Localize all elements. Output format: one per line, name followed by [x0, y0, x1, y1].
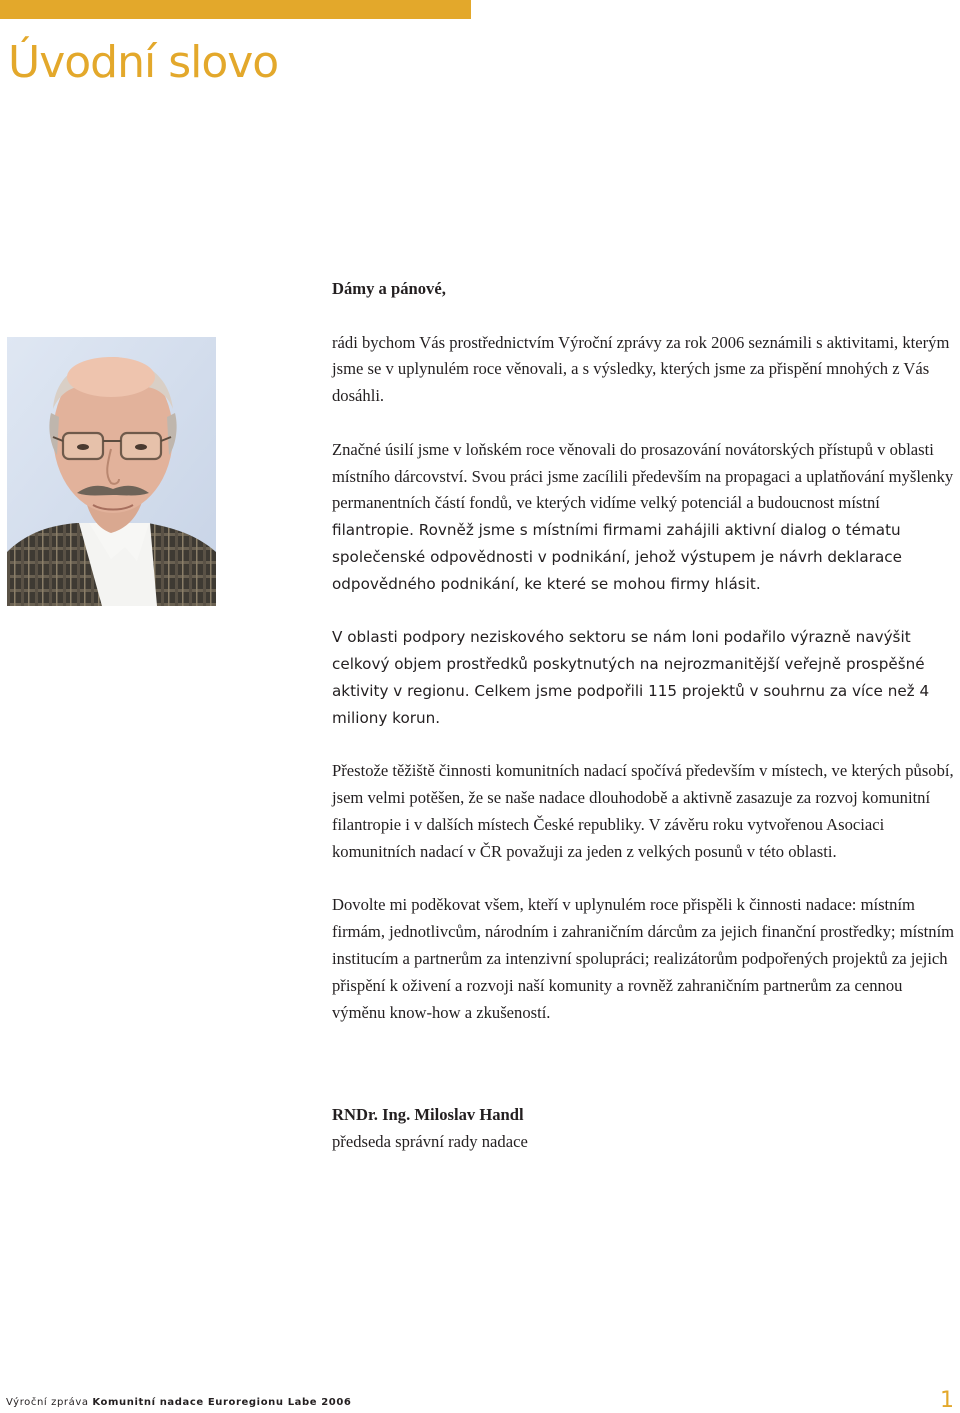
paragraph-donorship-serif: Značné úsilí jsme v loňském roce věnovali do prosazování novátorských přístupů v oblasti místního dárcovství. Svou práci jsme zacílili především na propagaci a uplatňování myšlenky permanentních částí fondů, ve kterých vidíme velký potenciál a budoucnost místní [332, 439, 954, 513]
paragraph-thanks: Dovolte mi poděkovat všem, kteří v uplynulém roce přispěli k činnosti nadace: místním firmám, jednotlivcům, národním i zahraničním dárcům za jejich finanční prostředky; místním institucím a partnerům za intenzivní spolupráci; realizátorům podpořených projektů za jejich přispění k oživení a rozvoji naší komunity a rovněž zahraničním partnerům za cennou výměnu know-how a zkušeností. [332, 895, 955, 1022]
letter-body [332, 276, 956, 1053]
signature-block [332, 1102, 528, 1156]
header-accent-bar [0, 0, 471, 19]
paragraph-philanthropy: Přestože těžiště činnosti komunitních nadací spočívá především v místech, ve kterých působí, jsem velmi potěšen, že se naše nadace dlouhodobě a aktivně zasazuje za rozvoj komunitní filantropie i v dalších místech České republiky. V závěru roku vytvořenou Asociaci komunitních nadací v ČR považuji za jeden z velkých posunů v této oblasti. [332, 761, 954, 861]
portrait-photo [7, 337, 216, 606]
salutation: Dámy a pánové, [332, 279, 446, 298]
footer-organization: Komunitní nadace Euroregionu Labe 2006 [92, 1397, 352, 1408]
page-number: 1 [940, 1388, 954, 1413]
footer [6, 1397, 351, 1408]
signature-role: předseda správní rady nadace [332, 1131, 528, 1151]
paragraph-donorship-sans: filantropie. Rovněž jsme s místními firmami zahájili aktivní dialog o tématu společenské odpovědnosti v podnikání, jehož výstupem je návrh deklarace odpovědného podnikání, ke které se mohou firmy hlásit. [332, 521, 902, 593]
paragraph-intro: rádi bychom Vás prostřednictvím Výroční zprávy za rok 2006 seznámili s aktivitami, kterým jsme se v uplynulém roce věnovali, a s výsledky, kterých jsme za přispění mnohých z Vás dosáhli. [332, 332, 950, 406]
signature-name: RNDr. Ing. Miloslav Handl [332, 1105, 524, 1124]
paragraph-donorship [332, 437, 956, 598]
paragraph-support: V oblasti podpory neziskového sektoru se nám loni podařilo výrazně navýšit celkový objem prostředků poskytnutých na nejrozmanitější veřejně prospěšné aktivity v regionu. Celkem jsme podpořili 115 projektů v souhrnu za více než 4 miliony korun. [332, 628, 930, 727]
page-title: Úvodní slovo [8, 37, 279, 88]
footer-label: Výroční zpráva [6, 1397, 89, 1408]
